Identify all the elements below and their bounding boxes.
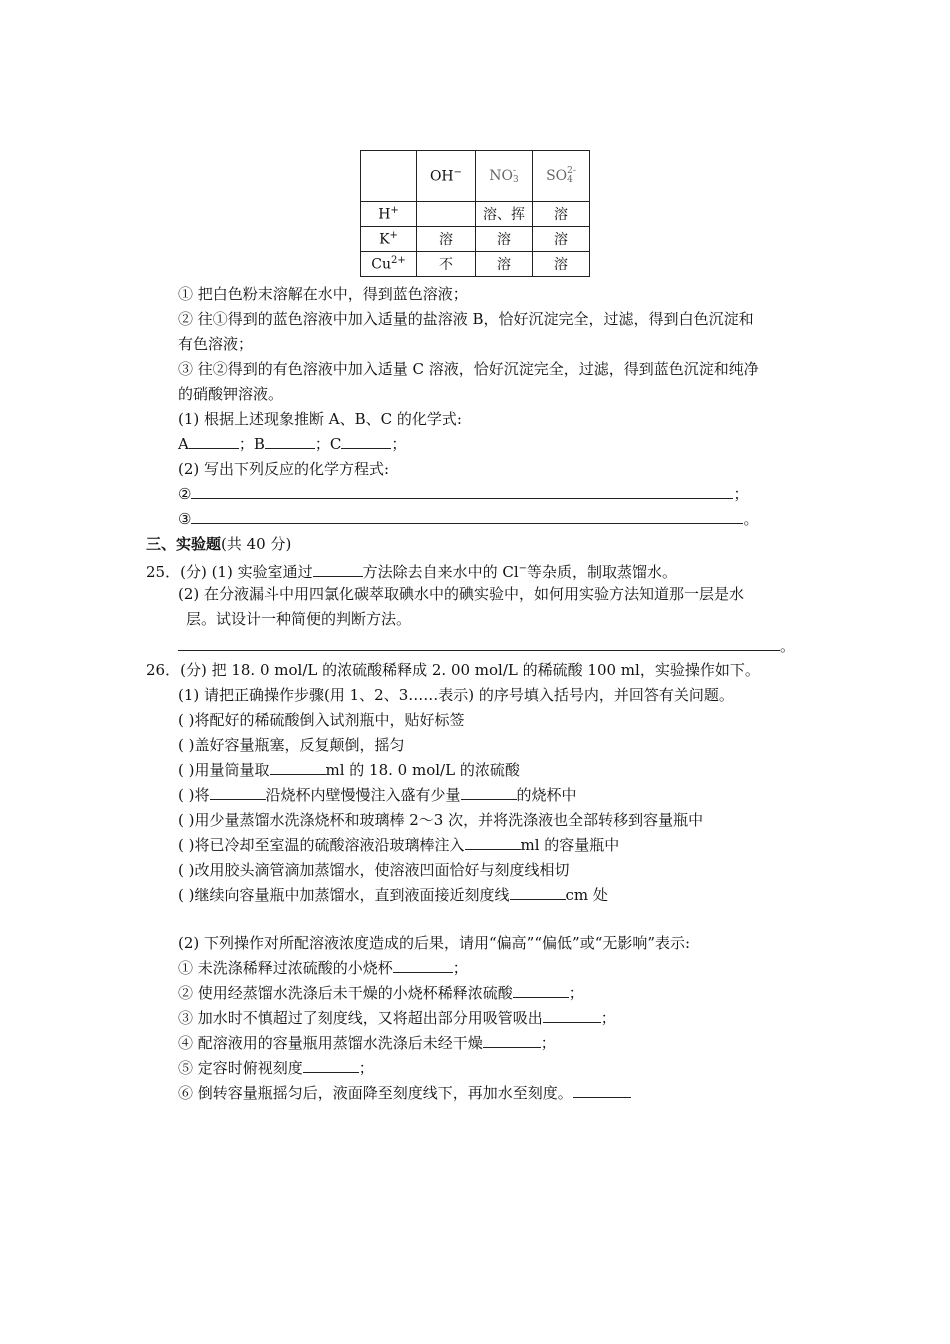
q25-line3: 层。试设计一种简便的判断方法。 <box>186 610 412 628</box>
effect-blank[interactable] <box>543 1008 601 1023</box>
row-ion-cu: $Cu^{2+}$ <box>361 252 417 277</box>
q26-part2: (2) 下列操作对所配溶液浓度造成的后果，请用“偏高”“偏低”或“无影响”表示: <box>178 934 691 952</box>
equation-2-blank[interactable] <box>191 484 733 499</box>
table-row <box>361 252 590 277</box>
answer-blank-b[interactable] <box>265 434 315 449</box>
volume-blank[interactable] <box>270 760 326 775</box>
q24-formula-answers: A ；B ；C ； <box>178 435 407 453</box>
q26-operation: ( )将配好的稀硫酸倒入试剂瓶中，贴好标签 <box>178 711 465 729</box>
step-order-bracket[interactable]: ( ) <box>178 786 195 804</box>
reagent-blank-2[interactable] <box>461 785 517 800</box>
q25-answer-blank[interactable] <box>178 636 780 651</box>
table-cell: 溶、挥 <box>476 202 533 227</box>
q25-answer-line: 。 <box>178 636 795 656</box>
answer-blank-c[interactable] <box>341 434 391 449</box>
distance-blank[interactable] <box>510 885 566 900</box>
equation-3-blank[interactable] <box>191 509 743 524</box>
equation-3-line: ③ 。 <box>178 510 759 528</box>
answer-blank-a[interactable] <box>189 434 239 449</box>
table-cell <box>417 202 476 227</box>
q26-operation: ( )将 沿烧杯内壁慢慢注入盛有少量 的烧杯中 <box>178 786 577 804</box>
reagent-blank[interactable] <box>210 785 266 800</box>
row-ion-k: K+ <box>361 227 417 252</box>
q25-method-blank[interactable] <box>313 562 363 577</box>
table-corner-cell <box>361 151 417 202</box>
error-item: ⑥ 倒转容量瓶摇匀后，液面降至刻度线下，再加水至刻度。 <box>178 1083 631 1103</box>
effect-blank[interactable] <box>483 1033 541 1048</box>
table-cell: 溶 <box>476 252 533 277</box>
step-order-bracket[interactable]: ( ) <box>178 761 195 779</box>
q26-intro: 26．(分) 把 18. 0 mol/L 的浓硫酸稀释成 2. 00 mol/L 的稀硫酸 100 ml，实验操作如下。 <box>146 661 760 679</box>
error-item: ① 未洗涤稀释过浓硫酸的小烧杯 ； <box>178 959 468 977</box>
header-oh: OH− <box>417 151 476 202</box>
table-cell: 溶 <box>476 227 533 252</box>
table-header-row <box>361 151 590 202</box>
effect-blank[interactable] <box>513 983 569 998</box>
q26-operation: ( )改用胶头滴管滴加蒸馏水，使溶液凹面恰好与刻度线相切 <box>178 861 570 879</box>
error-item: ② 使用经蒸馏水洗涤后未干燥的小烧杯稀释浓硫酸 ； <box>178 984 584 1002</box>
header-so4: SO2- 4 <box>533 151 590 202</box>
effect-blank[interactable] <box>393 958 453 973</box>
error-item: ④ 配溶液用的容量瓶用蒸馏水洗涤后未经干燥 ； <box>178 1034 556 1052</box>
step-2-cont: 有色溶液； <box>178 335 254 353</box>
q26-operation: ( )用量筒量取 ml 的 18. 0 mol/L 的浓硫酸 <box>178 761 520 779</box>
step-3: ③ 往②得到的有色溶液中加入适量 C 溶液，恰好沉淀完全，过滤，得到蓝色沉淀和纯净 <box>178 360 759 378</box>
equation-2-line: ② ； <box>178 485 749 503</box>
q26-operation: ( )用少量蒸馏水洗涤烧杯和玻璃棒 2～3 次，并将洗涤液也全部转移到容量瓶中 <box>178 811 704 829</box>
step-2: ② 往①得到的蓝色溶液中加入适量的盐溶液 B，恰好沉淀完全，过滤，得到白色沉淀和 <box>178 310 754 328</box>
step-1: ① 把白色粉末溶解在水中，得到蓝色溶液； <box>178 285 468 303</box>
table-cell: 溶 <box>533 202 590 227</box>
step-3-cont: 的硝酸钾溶液。 <box>178 385 284 403</box>
table-row <box>361 202 590 227</box>
table-cell: 溶 <box>533 227 590 252</box>
step-order-bracket[interactable]: ( ) <box>178 711 195 729</box>
table-cell: 溶 <box>417 227 476 252</box>
step-order-bracket[interactable]: ( ) <box>178 861 195 879</box>
q25-line2: (2) 在分液漏斗中用四氯化碳萃取碘水中的碘实验中，如何用实验方法知道那一层是水 <box>178 585 745 603</box>
row-ion-h: H+ <box>361 202 417 227</box>
q26-part1: (1) 请把正确操作步骤(用 1、2、3……表示) 的序号填入括号内，并回答有关问题。 <box>178 686 734 704</box>
effect-blank[interactable] <box>303 1058 359 1073</box>
q24-part1: (1) 根据上述现象推断 A、B、C 的化学式: <box>178 410 462 428</box>
solubility-table <box>360 150 590 277</box>
table-cell: 溶 <box>533 252 590 277</box>
step-order-bracket[interactable]: ( ) <box>178 736 195 754</box>
error-item: ⑤ 定容时俯视刻度 ； <box>178 1059 374 1077</box>
header-no3: NO- 3 <box>476 151 533 202</box>
step-order-bracket[interactable]: ( ) <box>178 836 195 854</box>
flask-volume-blank[interactable] <box>465 835 521 850</box>
q26-operation: ( )继续向容量瓶中加蒸馏水，直到液面接近刻度线 cm 处 <box>178 886 608 904</box>
step-order-bracket[interactable]: ( ) <box>178 811 195 829</box>
q25-line1: 25．(分) (1) 实验室通过 方法除去自来水中的 Cl−等杂质，制取蒸馏水。 <box>146 563 678 581</box>
table-row <box>361 227 590 252</box>
step-order-bracket[interactable]: ( ) <box>178 886 195 904</box>
error-item: ③ 加水时不慎超过了刻度线，又将超出部分用吸管吸出 ； <box>178 1009 616 1027</box>
effect-blank[interactable] <box>573 1083 631 1098</box>
q24-part2: (2) 写出下列反应的化学方程式: <box>178 460 390 478</box>
table-cell: 不 <box>417 252 476 277</box>
q26-operation: ( )将已冷却至室温的硫酸溶液沿玻璃棒注入 ml 的容量瓶中 <box>178 836 620 854</box>
section-heading: 三、实验题(共 40 分) <box>146 535 292 553</box>
q26-operation: ( )盖好容量瓶塞，反复颠倒，摇匀 <box>178 736 405 754</box>
